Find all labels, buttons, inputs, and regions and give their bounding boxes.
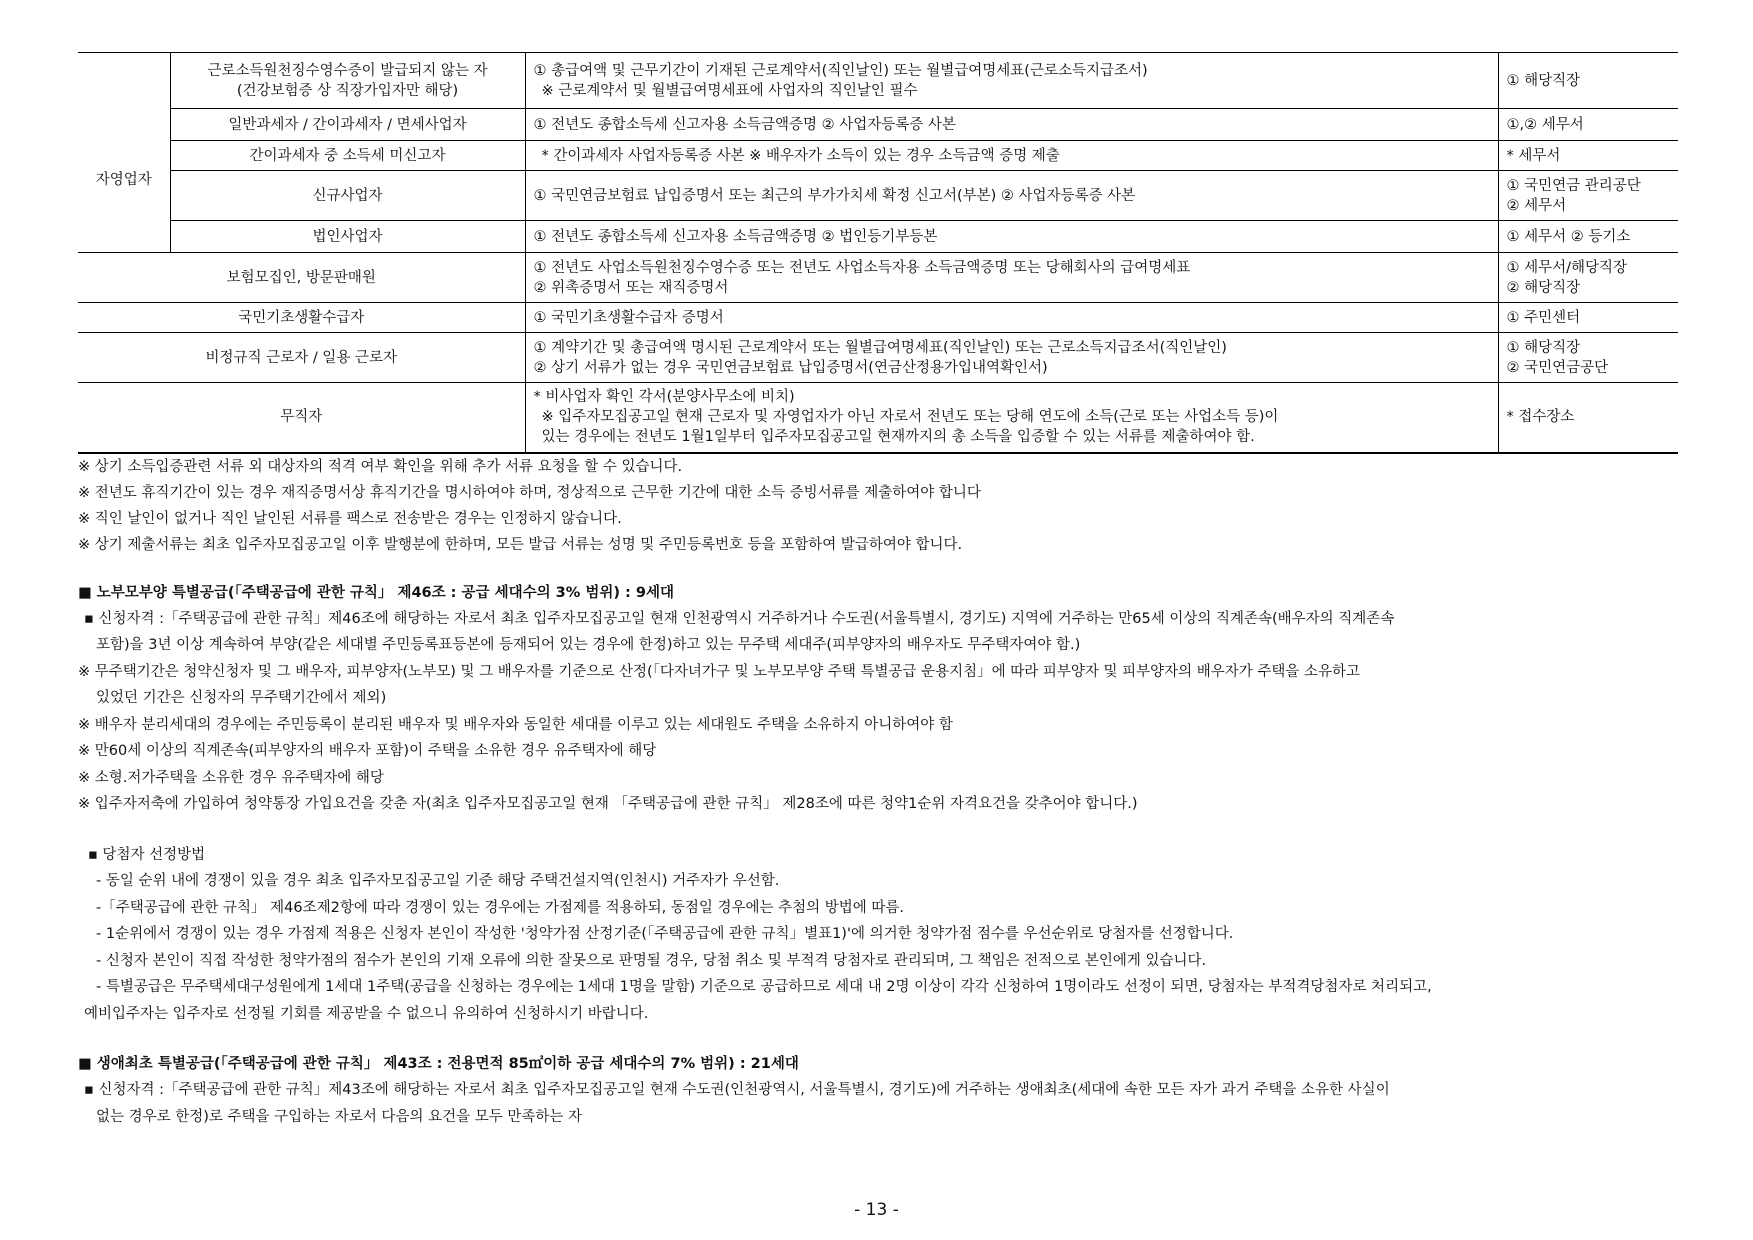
category-cell xyxy=(78,333,525,383)
issuer-label: ② 국민연금공단 xyxy=(1506,359,1609,376)
doc-line: ① 전년도 종합소득세 신고자용 소득금액증명 ② 법인등기부등본 xyxy=(533,228,938,245)
category-cell xyxy=(170,221,525,253)
qualification-block xyxy=(78,606,1678,818)
docs-cell xyxy=(525,383,1498,453)
doc-line: 있는 경우에는 전년도 1월1일부터 입주자모집공고일 현재까지의 총 소득을 입증할 수 있는 서류를 제출하여야 함. xyxy=(541,429,1255,446)
section-title-elderly-support: ■ 노부모부양 특별공급(「주택공급에 관한 규칙」 제46조 : 공급 세대수의 3% 범위) : 9세대 xyxy=(78,584,674,601)
issuer-label: ① 해당직장 xyxy=(1506,339,1581,356)
issuer-label: * 접수장소 xyxy=(1506,409,1575,426)
table-row xyxy=(78,253,1678,303)
issuer-cell xyxy=(1498,109,1678,141)
note-line: ※ 직인 날인이 없거나 직인 날인된 서류를 팩스로 전송받은 경우는 인정하지 않습니다. xyxy=(78,510,622,527)
category-cell xyxy=(78,253,525,303)
category-label: 비정규직 근로자 / 일용 근로자 xyxy=(205,349,397,366)
note-line: ※ 무주택기간은 청약신청자 및 그 배우자, 피부양자(노부모) 및 그 배우자를 기준으로 산정(「다자녀가구 및 노부모부양 주택 특별공급 운용지침」에 따라 피부양자 및 피부양자의 배우자가 주택을 소유하고 xyxy=(78,663,1361,680)
doc-line: * 간이과세자 사업자등록증 사본 ※ 배우자가 소득이 있는 경우 소득금액 증명 제출 xyxy=(541,147,1060,164)
selection-title: ▪ 당첨자 선정방법 xyxy=(88,846,206,863)
doc-line: ① 국민기초생활수급자 증명서 xyxy=(533,309,724,326)
issuer-label: ② 해당직장 xyxy=(1506,279,1581,296)
category-label: 법인사업자 xyxy=(312,228,383,245)
table-row xyxy=(78,333,1678,383)
selection-line: - 신청자 본인이 직접 작성한 청약가점의 점수가 본인의 기재 오류에 의한 잘못으로 판명될 경우, 당첨 취소 및 부적격 당첨자로 관리되며, 그 책임은 전적으로 본인에게 있습니다. xyxy=(96,952,1207,969)
note-line: ※ 상기 제출서류는 최초 입주자모집공고일 이후 발행분에 한하며, 모든 발급 서류는 성명 및 주민등록번호 등을 포함하여 발급하여야 합니다. xyxy=(78,536,963,553)
selection-line: - 동일 순위 내에 경쟁이 있을 경우 최초 입주자모집공고일 기준 해당 주택건설지역(인천시) 거주자가 우선함. xyxy=(96,873,780,889)
docs-cell xyxy=(525,171,1498,221)
doc-line: ① 총급여액 및 근무기간이 기재된 근로계약서(직인날인) 또는 월별급여명세표(근로소득지급조서) xyxy=(533,62,1148,79)
category-cell xyxy=(78,383,525,453)
docs-cell xyxy=(525,109,1498,141)
docs-cell xyxy=(525,221,1498,253)
category-label: 국민기초생활수급자 xyxy=(238,309,365,326)
category-label: 근로소득원천징수영수증이 발급되지 않는 자 xyxy=(207,62,488,79)
issuer-label: ① 해당직장 xyxy=(1506,72,1581,89)
doc-line: ② 위촉증명서 또는 재직증명서 xyxy=(533,279,729,296)
table-row xyxy=(78,53,1678,109)
qualification-line: ▪ 신청자격 :「주택공급에 관한 규칙」제43조에 해당하는 자로서 최초 입주자모집공고일 현재 수도권(인천광역시, 서울특별시, 경기도)에 거주하는 생애최초(세대에 속한 모든 자가 과거 주택을 소유한 사실이 xyxy=(84,1082,1390,1098)
note-line: ※ 배우자 분리세대의 경우에는 주민등록이 분리된 배우자 및 배우자와 동일한 세대를 이루고 있는 세대원도 주택을 소유하지 아니하여야 함 xyxy=(78,716,953,733)
category-label: (건강보험증 상 직장가입자만 해당) xyxy=(236,82,459,99)
issuer-cell xyxy=(1498,221,1678,253)
doc-line: ① 전년도 종합소득세 신고자용 소득금액증명 ② 사업자등록증 사본 xyxy=(533,116,956,133)
doc-line: ② 상기 서류가 없는 경우 국민연금보험료 납입증명서(연금산정용가입내역확인서) xyxy=(533,359,1048,376)
income-documents-table xyxy=(78,52,1678,454)
winner-selection-block xyxy=(78,842,1678,1028)
category-label: 일반과세자 / 간이과세자 / 면세사업자 xyxy=(228,116,467,133)
issuer-label: * 세무서 xyxy=(1506,147,1561,164)
issuer-label: ①,② 세무서 xyxy=(1506,116,1584,133)
group-cell xyxy=(78,109,170,253)
category-label: 무직자 xyxy=(280,409,323,426)
qualification-line: 포함)을 3년 이상 계속하여 부양(같은 세대별 주민등록표등본에 등재되어 있는 경우에 한정)하고 있는 무주택 세대주(피부양자의 배우자도 무주택자여야 함.) xyxy=(96,637,1081,653)
note-line: ※ 만60세 이상의 직계존속(피부양자의 배우자 포함)이 주택을 소유한 경우 유주택자에 해당 xyxy=(78,743,657,759)
issuer-label: ① 세무서 ② 등기소 xyxy=(1506,228,1631,245)
doc-line: ① 전년도 사업소득원천징수영수증 또는 전년도 사업소득자용 소득금액증명 또는 당해회사의 급여명세표 xyxy=(533,259,1191,276)
doc-line: * 비사업자 확인 각서(분양사무소에 비치) xyxy=(533,389,795,406)
selection-line: - 특별공급은 무주택세대구성원에게 1세대 1주택(공급을 신청하는 경우에는 1세대 1명을 말함) 기준으로 공급하므로 세대 내 2명 이상이 각각 신청하여 1명이라도 선정이 되면, 당첨자는 부적격당첨자로 처리되고, xyxy=(96,979,1432,995)
issuer-label: ① 세무서/해당직장 xyxy=(1506,259,1628,276)
category-label: 보험모집인, 방문판매원 xyxy=(226,269,376,286)
note-line: ※ 상기 소득입증관련 서류 외 대상자의 적격 여부 확인을 위해 추가 서류 요청을 할 수 있습니다. xyxy=(78,458,683,475)
selection-line: - 1순위에서 경쟁이 있는 경우 가점제 적용은 신청자 본인이 작성한 '청약가점 산정기준(「주택공급에 관한 규칙」별표1)'에 의거한 청약가점 점수를 우선순위로 당첨자를 선정합니다. xyxy=(96,926,1234,942)
docs-cell xyxy=(525,253,1498,303)
selection-line: 예비입주자는 입주자로 선정될 기회를 제공받을 수 없으니 유의하여 신청하시기 바랍니다. xyxy=(84,1005,649,1022)
table-row xyxy=(78,383,1678,453)
group-cell xyxy=(78,53,170,109)
category-label: 신규사업자 xyxy=(312,187,383,204)
docs-cell xyxy=(525,53,1498,109)
category-label: 간이과세자 중 소득세 미신고자 xyxy=(249,147,446,164)
issuer-cell xyxy=(1498,253,1678,303)
issuer-cell xyxy=(1498,383,1678,453)
doc-line: ※ 입주자모집공고일 현재 근로자 및 자영업자가 아닌 자로서 전년도 또는 당해 연도에 소득(근로 또는 사업소득 등)이 xyxy=(541,409,1279,426)
table-row xyxy=(78,221,1678,253)
issuer-cell xyxy=(1498,53,1678,109)
category-cell xyxy=(78,303,525,333)
page-number: - 13 - xyxy=(854,1200,899,1220)
docs-cell xyxy=(525,303,1498,333)
section-title-first-time-buyer: ■ 생애최초 특별공급(「주택공급에 관한 규칙」 제43조 : 전용면적 85㎡이하 공급 세대수의 7% 범위) : 21세대 xyxy=(78,1056,799,1072)
note-line: ※ 전년도 휴직기간이 있는 경우 재직증명서상 휴직기간을 명시하여야 하며, 정상적으로 근무한 기간에 대한 소득 증빙서류를 제출하여야 합니다 xyxy=(78,484,981,501)
selection-line: -「주택공급에 관한 규칙」 제46조제2항에 따라 경쟁이 있는 경우에는 가점제를 적용하되, 동점일 경우에는 추첨의 방법에 따름. xyxy=(96,899,904,916)
docs-cell xyxy=(525,141,1498,171)
document-page xyxy=(78,52,1678,1130)
note-line: ※ 입주자저축에 가입하여 청약통장 가입요건을 갖춘 자(최초 입주자모집공고일 현재 「주택공급에 관한 규칙」 제28조에 따른 청약1순위 자격요건을 갖추어야 합니다.) xyxy=(78,796,1138,812)
issuer-cell xyxy=(1498,333,1678,383)
category-cell xyxy=(170,109,525,141)
docs-cell xyxy=(525,333,1498,383)
note-line: 있었던 기간은 신청자의 무주택기간에서 제외) xyxy=(96,690,387,706)
issuer-label: ① 국민연금 관리공단 xyxy=(1506,177,1641,194)
qualification-line: 없는 경우로 한정)로 주택을 구입하는 자로서 다음의 요건을 모두 만족하는 자 xyxy=(96,1108,582,1125)
table-notes xyxy=(78,454,1678,558)
issuer-label: ② 세무서 xyxy=(1506,197,1567,214)
category-cell xyxy=(170,141,525,171)
qualification-line: ▪ 신청자격 :「주택공급에 관한 규칙」제46조에 해당하는 자로서 최초 입주자모집공고일 현재 인천광역시 거주하거나 수도권(서울특별시, 경기도) 지역에 거주하는 만65세 이상의 직계존속(배우자의 직계존속 xyxy=(84,610,1395,627)
category-cell xyxy=(170,171,525,221)
group-label: 자영업자 xyxy=(95,172,152,189)
issuer-cell xyxy=(1498,141,1678,171)
doc-line: ※ 근로계약서 및 월별급여명세표에 사업자의 직인날인 필수 xyxy=(541,82,918,99)
qualification-block xyxy=(78,1077,1678,1130)
note-line: ※ 소형.저가주택을 소유한 경우 유주택자에 해당 xyxy=(78,769,384,786)
issuer-cell xyxy=(1498,303,1678,333)
category-cell xyxy=(170,53,525,109)
doc-line: ① 계약기간 및 총급여액 명시된 근로계약서 또는 월별급여명세표(직인날인) 또는 근로소득지급조서(직인날인) xyxy=(533,339,1227,356)
issuer-label: ① 주민센터 xyxy=(1506,309,1581,326)
table-row xyxy=(78,303,1678,333)
table-row xyxy=(78,109,1678,141)
doc-line: ① 국민연금보험료 납입증명서 또는 최근의 부가가치세 확정 신고서(부본) ② 사업자등록증 사본 xyxy=(533,187,1136,204)
table-row xyxy=(78,171,1678,221)
table-row xyxy=(78,141,1678,171)
issuer-cell xyxy=(1498,171,1678,221)
